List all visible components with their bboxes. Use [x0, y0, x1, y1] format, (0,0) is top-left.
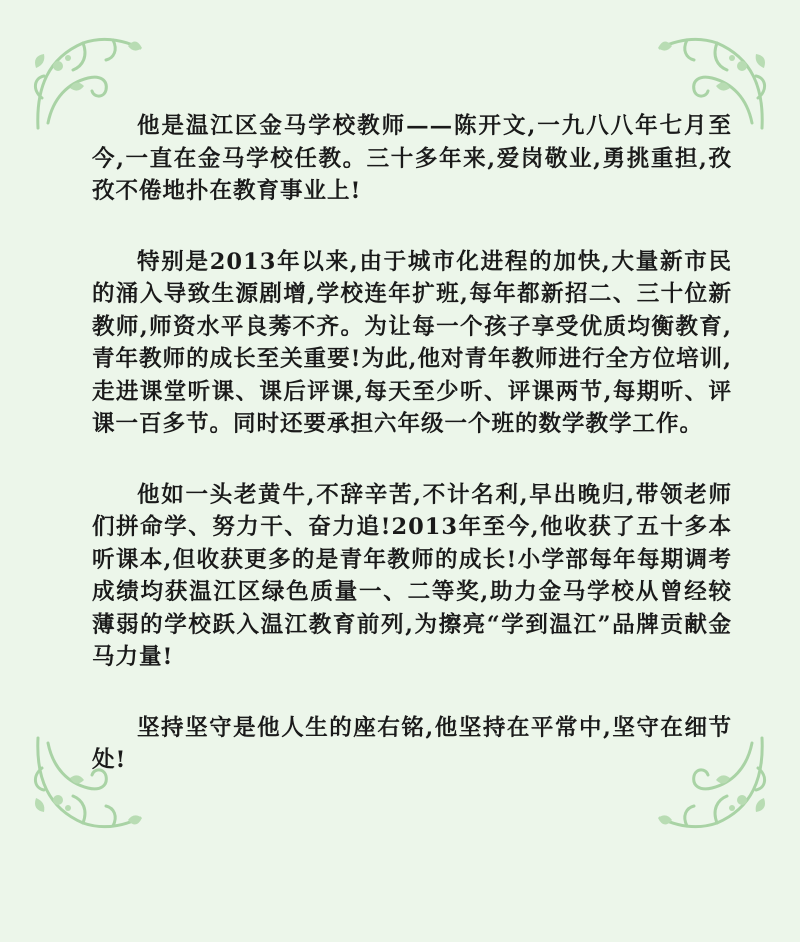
paragraph-2: 特别是2013年以来,由于城市化进程的加快,大量新市民的涌入导致生源剧增,学校连年扩班,每年都新招二、三十位新教师,师资水平良莠不齐。为让每一个孩子享受优质均衡教育,青年教师的成长至关重要!为此,他对青年教师进行全方位培训,走进课堂听课、课后评课,每天至少听、评课两节,每期听、评课一百多节。同时还要承担六年级一个班的数学教学工作。	[92, 248, 732, 437]
paragraph-4: 坚持坚守是他人生的座右铭,他坚持在平常中,坚守在细节处!	[92, 714, 732, 773]
paragraph-3: 他如一头老黄牛,不辞辛苦,不计名利,早出晚归,带领老师们拼命学、努力干、奋力追!2013年至今,他收获了五十多本听课本,但收获更多的是青年教师的成长!小学部每年每期调考成绩均获温江区绿色质量一、二等奖,助力金马学校从曾经较薄弱的学校跃入温江教育前列,为擦亮“学到温江”品牌贡献金马力量!	[92, 481, 732, 670]
paragraph-1: 他是温江区金马学校教师——陈开文,一九八八年七月至今,一直在金马学校任教。三十多年来,爱岗敬业,勇挑重担,孜孜不倦地扑在教育事业上!	[92, 113, 732, 204]
article-body	[92, 110, 732, 815]
